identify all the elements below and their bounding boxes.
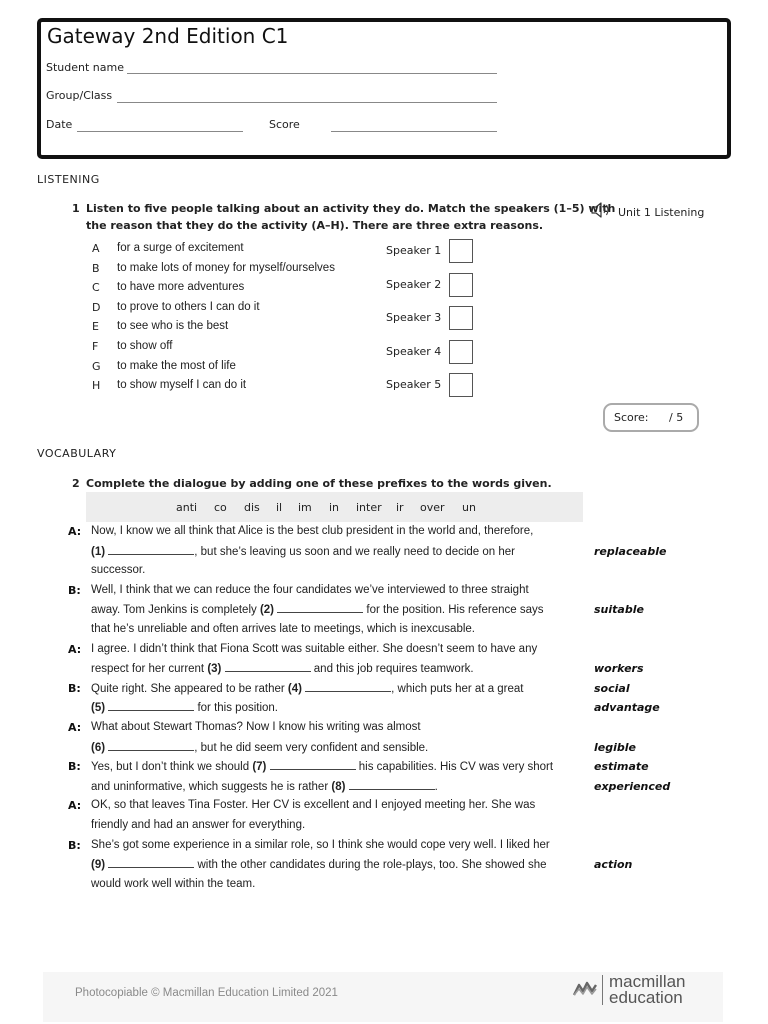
dialogue-text: She’s got some experience in a similar role, so I think she would cope very well. I liked her [91, 838, 550, 851]
score-label: Score [269, 118, 300, 131]
prefix-item: im [298, 501, 312, 514]
gap-number: (6) [91, 741, 106, 754]
question-2-number: 2 [72, 477, 80, 490]
dialogue-line [91, 799, 535, 811]
reason-letter: H [92, 379, 101, 393]
gap-number: (8) [331, 780, 346, 793]
speaker-label: Speaker 1 [386, 244, 442, 257]
dialogue-text: with the other candidates during the role-plays, too. She showed she [194, 859, 547, 872]
base-word: legible [594, 740, 636, 754]
score-box-total: / 5 [669, 411, 684, 424]
base-word: social [594, 681, 630, 695]
dialogue-text: . [434, 780, 438, 793]
prefix-item: inter [356, 501, 382, 514]
prefix-item: in [329, 501, 340, 514]
dialogue-text: , which puts her at a great [391, 682, 524, 695]
dialogue-line [91, 525, 533, 537]
dialogue-text: would work well within the team. [91, 877, 256, 890]
logo-divider [602, 975, 603, 1005]
dialogue-text: for this position. [194, 702, 278, 715]
dialogue-speaker: B: [68, 583, 81, 597]
reason-text: to make the most of life [117, 359, 236, 372]
dialogue-line [91, 819, 305, 831]
base-word: workers [594, 662, 644, 676]
gap-number: (4) [287, 682, 302, 695]
question-2-instruction: Complete the dialogue by adding one of these prefixes to the words given. [86, 477, 552, 490]
base-word: advantage [594, 701, 660, 715]
prefix-bank [86, 492, 583, 522]
dialogue-text: Quite right. She appeared to be rather [91, 682, 288, 695]
dialogue-text: , but she’s leaving us soon and we really need to decide on her [194, 545, 515, 558]
dialogue-speaker: B: [68, 760, 81, 774]
answer-gap[interactable] [349, 780, 435, 790]
dialogue-text: friendly and had an answer for everything. [91, 819, 306, 831]
speaker-answer-box[interactable] [449, 373, 473, 397]
answer-gap[interactable] [108, 858, 194, 868]
base-word: suitable [594, 603, 644, 617]
reason-letter: D [92, 300, 101, 314]
student-name-line[interactable] [127, 73, 497, 74]
macmillan-logo-icon [573, 979, 597, 1001]
reason-text: to see who is the best [117, 320, 229, 333]
dialogue-line [91, 721, 421, 733]
reason-text: for a surge of excitement [117, 242, 244, 254]
dialogue-line [91, 623, 475, 635]
dialogue-line [91, 878, 255, 890]
answer-gap[interactable] [108, 741, 194, 751]
prefix-item: over [420, 501, 445, 514]
score-box-label: Score: [614, 411, 649, 424]
date-line[interactable] [77, 131, 243, 132]
reason-text: to have more adventures [117, 281, 245, 294]
answer-gap[interactable] [225, 662, 311, 672]
prefix-item: ir [396, 501, 404, 514]
reason-letter: E [92, 320, 99, 334]
question-1-number: 1 [72, 202, 80, 215]
instruction-line-1: Listen to five people talking about an activity they do. Match the speakers (1–5) with [86, 202, 616, 215]
prefix-item: il [276, 501, 283, 514]
instruction-line-2: the reason that they do the activity (A–H). There are three extra reasons. [86, 219, 544, 232]
student-name-label: Student name [46, 61, 124, 74]
reason-text: to make lots of money for myself/ourselves [117, 261, 335, 274]
footer [43, 972, 723, 1022]
publisher-logo [573, 974, 686, 1006]
base-word: action [594, 858, 633, 872]
gap-number: (3) [207, 663, 222, 676]
listening-heading: LISTENING [37, 173, 100, 186]
dialogue-text: Well, I think that we can reduce the four candidates we’ve interviewed to three straight [91, 583, 529, 596]
dialogue-speaker: B: [68, 681, 81, 695]
dialogue-line [91, 584, 529, 596]
dialogue-text: Yes, but I don’t think we should [91, 761, 253, 774]
reason-letter: B [92, 261, 100, 275]
logo-wordmark [609, 974, 686, 1006]
dialogue-line [91, 682, 524, 695]
dialogue-text: Now, I know we all think that Alice is the best club president in the world and, therefore, [91, 525, 534, 537]
dialogue-text: for the position. His reference says [363, 604, 544, 617]
dialogue-text: away. Tom Jenkins is completely [91, 604, 260, 617]
dialogue-text: What about Stewart Thomas? Now I know his writing was almost [91, 721, 421, 733]
header-box [37, 18, 731, 159]
speaker-icon[interactable] [590, 200, 612, 224]
date-label: Date [46, 118, 73, 131]
answer-gap[interactable] [277, 603, 363, 613]
speaker-answer-box[interactable] [449, 340, 473, 364]
dialogue-text: his capabilities. His CV was very short [355, 761, 554, 774]
copyright-text: Photocopiable © Macmillan Education Limited 2021 [75, 987, 338, 999]
prefix-item: dis [244, 501, 260, 514]
speaker-label: Speaker 3 [386, 311, 442, 324]
prefix-item: anti [176, 501, 198, 514]
speaker-label: Speaker 2 [386, 277, 442, 291]
base-word: estimate [594, 760, 649, 774]
dialogue-line [91, 701, 278, 714]
dialogue-line [91, 545, 515, 558]
dialogue-line [91, 780, 438, 793]
dialogue-text: , but he did seem very confident and sensible. [194, 741, 429, 754]
dialogue-line [91, 858, 547, 871]
dialogue-line [91, 643, 537, 655]
dialogue-speaker: B: [68, 838, 81, 852]
page-title: Gateway 2nd Edition C1 [47, 24, 289, 48]
base-word: replaceable [594, 544, 667, 558]
reason-letter: G [92, 359, 101, 373]
dialogue-text: OK, so that leaves Tina Foster. Her CV is excellent and I enjoyed meeting her. She was [91, 799, 536, 812]
dialogue-text: and uninformative, which suggests he is rather [91, 780, 332, 793]
gap-number: (2) [259, 604, 275, 617]
group-class-line[interactable] [117, 102, 497, 103]
dialogue-speaker: A: [68, 799, 82, 813]
listening-score-box [603, 403, 699, 432]
dialogue-line [91, 603, 543, 616]
vocabulary-heading: VOCABULARY [37, 447, 117, 460]
prefix-item: co [214, 501, 227, 514]
answer-gap[interactable] [108, 545, 194, 555]
dialogue-speaker: A: [68, 525, 82, 538]
speaker-label: Speaker 5 [386, 378, 442, 391]
reason-letter: A [92, 242, 100, 255]
answer-gap[interactable] [108, 701, 194, 711]
audio-label: Unit 1 Listening [618, 205, 705, 219]
group-class-label: Group/Class [46, 89, 113, 102]
logo-line-2: education [609, 988, 683, 1007]
gap-number: (5) [91, 702, 106, 715]
dialogue-line [91, 564, 145, 576]
gap-number: (9) [91, 859, 106, 872]
score-line[interactable] [331, 131, 497, 132]
speaker-answer-box[interactable] [449, 273, 473, 297]
dialogue-text: and this job requires teamwork. [310, 663, 474, 676]
gap-number: (7) [252, 761, 267, 774]
dialogue-line [91, 760, 553, 773]
dialogue-speaker: A: [68, 642, 82, 656]
answer-gap[interactable] [270, 760, 356, 770]
answer-gap[interactable] [305, 682, 391, 692]
audio-reference[interactable] [590, 200, 704, 224]
dialogue-line [91, 741, 428, 754]
dialogue-line [91, 662, 474, 675]
speaker-label: Speaker 4 [386, 344, 442, 358]
reason-text: to show off [117, 340, 173, 352]
dialogue-line [91, 839, 550, 851]
reason-text: to show myself I can do it [117, 379, 247, 392]
dialogue-speaker: A: [68, 721, 82, 734]
question-1-instruction [86, 200, 615, 234]
reason-letter: F [92, 340, 99, 353]
speaker-answer-box[interactable] [449, 306, 473, 330]
dialogue-text: I agree. I didn’t think that Fiona Scott was suitable either. She doesn’t seem to have any [91, 642, 538, 655]
dialogue-text: that he’s unreliable and often arrives late to meetings, which is inexcusable. [91, 623, 475, 635]
gap-number: (1) [91, 545, 106, 558]
prefix-item: un [462, 501, 476, 514]
dialogue-text: respect for her current [91, 663, 208, 676]
dialogue-text: successor. [91, 564, 146, 577]
base-word: experienced [594, 779, 671, 793]
reason-text: to prove to others I can do it [117, 300, 260, 313]
speaker-answer-box[interactable] [449, 239, 473, 263]
logo-line-1: macmillan [609, 972, 686, 991]
reason-letter: C [92, 281, 100, 295]
